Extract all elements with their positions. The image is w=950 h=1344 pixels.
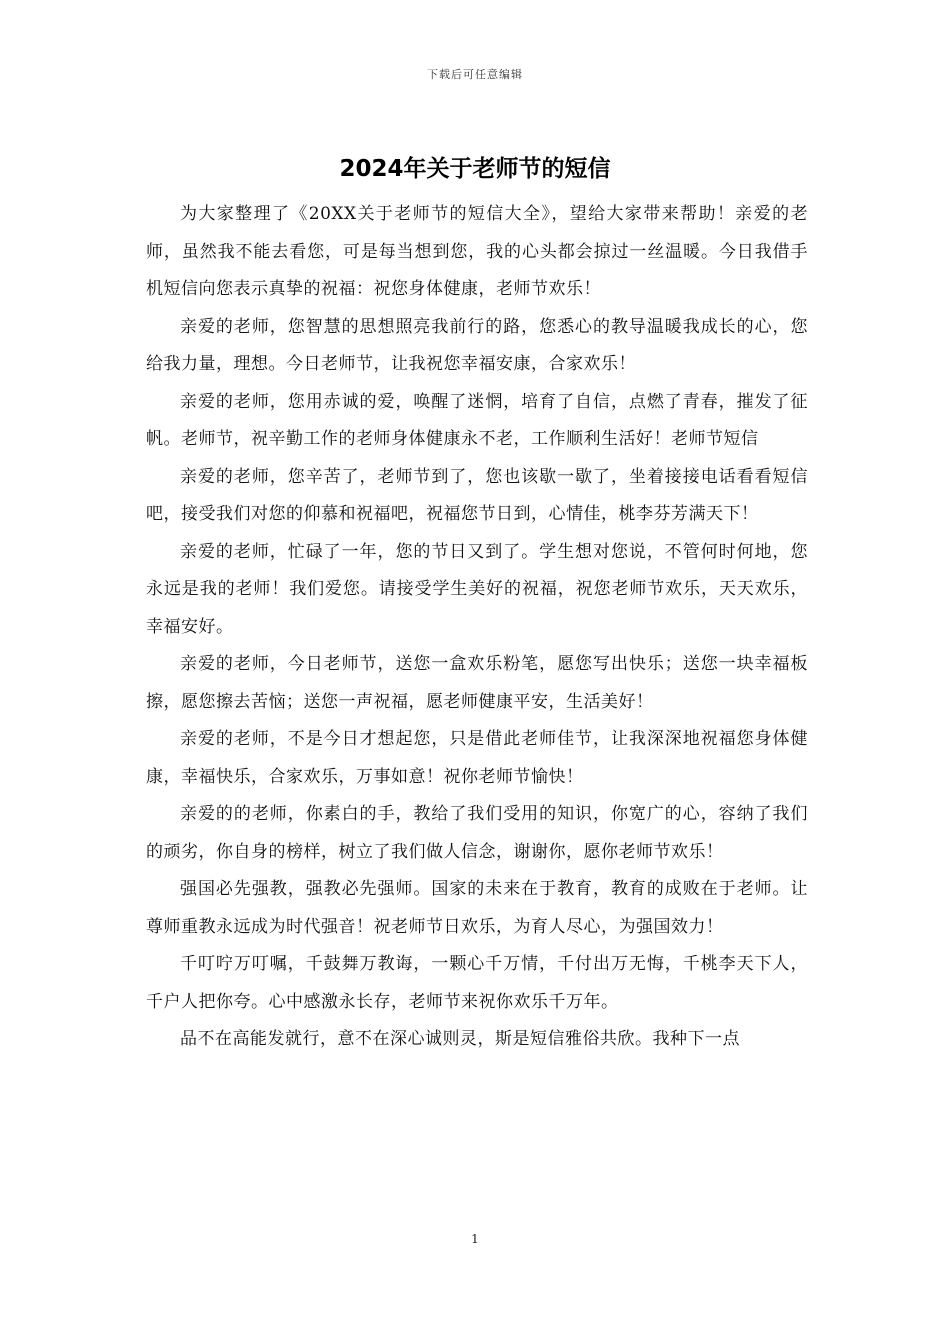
header-note: 下载后可任意编辑	[427, 68, 523, 81]
document-title: 2024年关于老师节的短信	[339, 156, 611, 182]
paragraph: 亲爱的老师，您用赤诚的爱，唤醒了迷惘，培育了自信，点燃了青春，摧发了征帆。老师节，祝辛勤工作的老师身体健康永不老，工作顺利生活好！老师节短信	[146, 391, 808, 449]
paragraph: 千叮咛万叮嘱，千鼓舞万教诲，一颗心千万情，千付出万无悔，千桃李天下人，千户人把你夸。心中感激永长存，老师节来祝你欢乐千万年。	[146, 954, 808, 1012]
paragraph: 亲爱的老师，今日老师节，送您一盒欢乐粉笔，愿您写出快乐；送您一块幸福板擦，愿您擦去苦恼；送您一声祝福，愿老师健康平安，生活美好！	[146, 654, 808, 712]
paragraph: 为大家整理了《20XX关于老师节的短信大全》，望给大家带来帮助！亲爱的老师，虽然我不能去看您，可是每当想到您，我的心头都会掠过一丝温暖。今日我借手机短信向您表示真挚的祝福：祝您身体健康，老师节欢乐！	[146, 204, 808, 299]
paragraph: 强国必先强教，强教必先强师。国家的未来在于教育，教育的成败在于老师。让尊师重教永远成为时代强音！祝老师节日欢乐，为育人尽心，为强国效力！	[146, 879, 808, 937]
paragraph: 亲爱的老师，忙碌了一年，您的节日又到了。学生想对您说，不管何时何地，您永远是我的老师！我们爱您。请接受学生美好的祝福，祝您老师节欢乐，天天欢乐，幸福安好。	[146, 541, 808, 637]
paragraph: 亲爱的老师，您智慧的思想照亮我前行的路，您悉心的教导温暖我成长的心，您给我力量，理想。今日老师节，让我祝您幸福安康，合家欢乐！	[146, 316, 808, 374]
paragraph: 品不在高能发就行，意不在深心诚则灵，斯是短信雅俗共欣。我种下一点	[180, 1029, 740, 1049]
paragraph: 亲爱的老师，不是今日才想起您，只是借此老师佳节，让我深深地祝福您身体健康，幸福快乐，合家欢乐，万事如意！祝你老师节愉快！	[146, 729, 808, 787]
document-body	[146, 196, 808, 1059]
paragraph: 亲爱的的老师，你素白的手，教给了我们受用的知识，你宽广的心，容纳了我们的顽劣，你自身的榜样，树立了我们做人信念，谢谢你，愿你老师节欢乐！	[146, 804, 808, 862]
paragraph: 亲爱的老师，您辛苦了，老师节到了，您也该歇一歇了，坐着接接电话看看短信吧，接受我们对您的仰慕和祝福吧，祝福您节日到，心情佳，桃李芬芳满天下！	[146, 466, 808, 524]
page-number: 1	[471, 1232, 479, 1246]
